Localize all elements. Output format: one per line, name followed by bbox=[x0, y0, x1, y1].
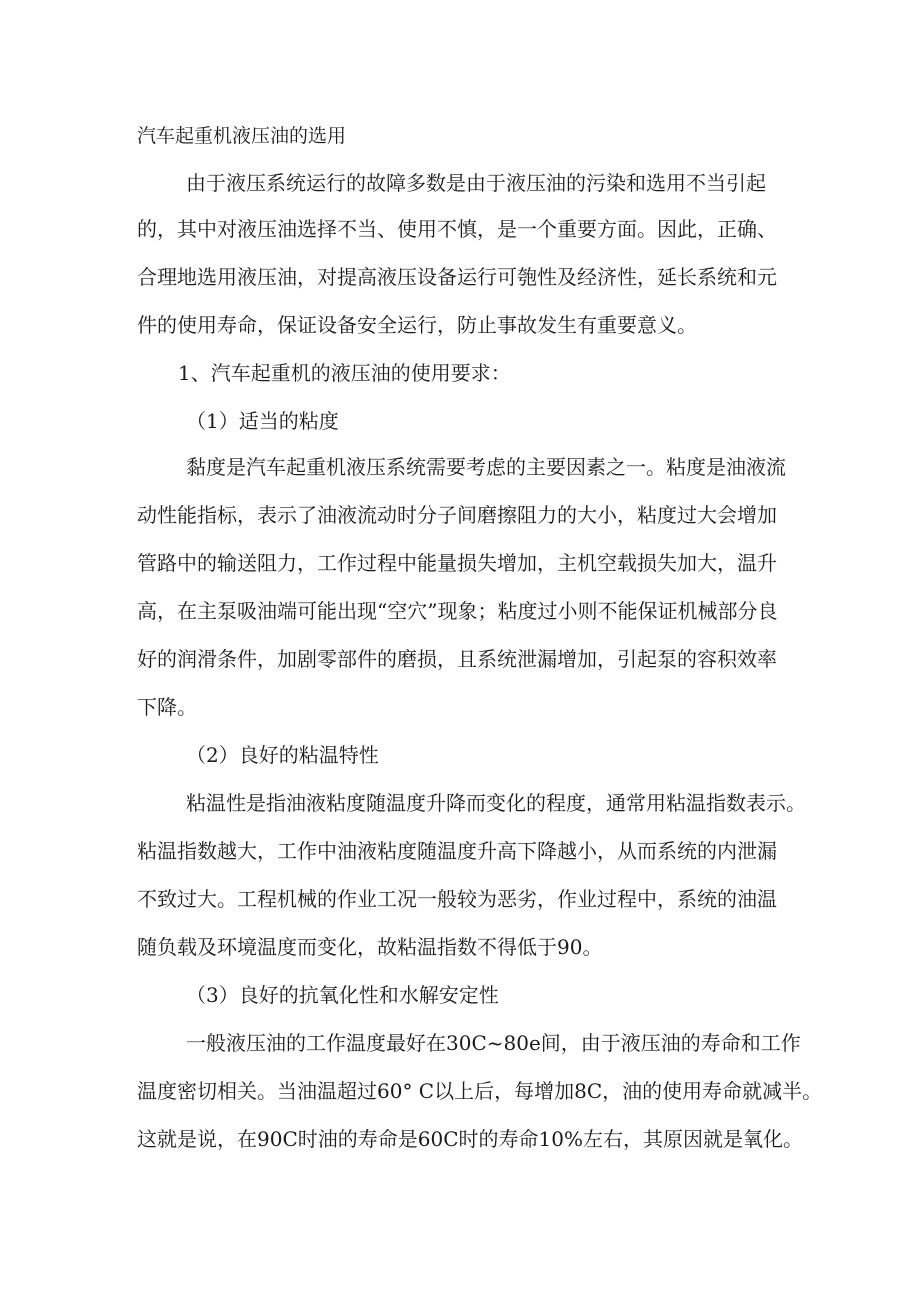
paragraph-line: 高，在主泵吸油端可能出现“空穴”现象；粘度过小则不能保证机械部分良 bbox=[137, 599, 778, 623]
paragraph-line: 管路中的输送阻力，工作过程中能量损失增加，主机空载损失加大，温升 bbox=[137, 551, 777, 575]
paragraph-line: 合理地选用液压油，对提高液压设备运行可匏性及经济性，延长系统和元 bbox=[137, 265, 777, 289]
paragraph-line: 温度密切相关。当油温超过60° C以上后，每增加8C，油的使用寿命就减半。 bbox=[137, 1079, 823, 1103]
paragraph-line: 粘温性是指油液粘度随温度升降而变化的程度，通常用粘温指数表示。 bbox=[186, 791, 806, 815]
paragraph-line: 这就是说，在90C时油的寿命是60C时的寿命10%左右，其原因就是氧化。 bbox=[137, 1127, 803, 1151]
subsection-heading: （3）良好的抗氧化性和水解安定性 bbox=[186, 983, 499, 1007]
paragraph-line: 黏度是汽车起重机液压系统需要考虑的主要因素之一。粘度是油液流 bbox=[186, 455, 786, 479]
paragraph-line: 的，其中对液压油选择不当、使用不慎，是一个重要方面。因此，正确、 bbox=[137, 217, 777, 241]
paragraph-line: 由于液压系统运行的故障多数是由于液压油的污染和选用不当引起 bbox=[186, 171, 766, 195]
paragraph-line: 动性能指标，表示了油液流动时分子间磨擦阻力的大小，粘度过大会增加 bbox=[137, 503, 777, 527]
paragraph-line: 粘温指数越大，工作中油液粘度随温度升高下降越小，从而系统的内泄漏 bbox=[137, 839, 777, 863]
document-title: 汽车起重机液压油的选用 bbox=[137, 125, 347, 147]
paragraph-line: 下降。 bbox=[137, 695, 197, 719]
paragraph-line: 随负载及环境温度而变化，故粘温指数不得低于90。 bbox=[137, 935, 603, 959]
paragraph-line: 一般液压油的工作温度最好在30C~80e间，由于液压油的寿命和工作 bbox=[186, 1031, 801, 1055]
subsection-heading: （1）适当的粘度 bbox=[186, 409, 339, 433]
paragraph-line: 件的使用寿命，保证设备安全运行，防止事故发生有重要意义。 bbox=[137, 313, 697, 337]
subsection-heading: （2）良好的粘温特性 bbox=[186, 743, 379, 767]
paragraph-line: 好的润滑条件，加剧零部件的磨损，且系统泄漏增加，引起泵的容积效率 bbox=[137, 647, 777, 671]
section-heading: 1、汽车起重机的液压油的使用要求： bbox=[178, 361, 511, 385]
paragraph-line: 不致过大。工程机械的作业工况一般较为恶劣，作业过程中，系统的油温 bbox=[137, 887, 777, 911]
